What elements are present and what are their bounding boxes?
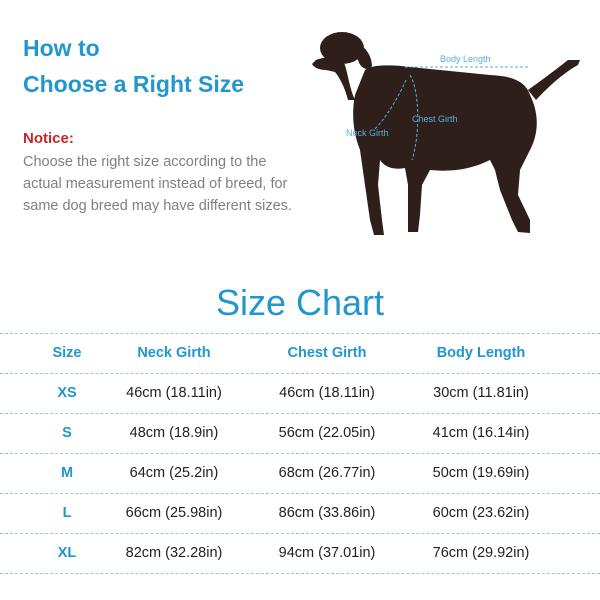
dog-measurement-diagram: [290, 20, 590, 250]
table-row: [0, 493, 600, 533]
header-body-length: Body Length: [436, 345, 526, 361]
table-row: [0, 413, 600, 453]
header-neck-girth: Neck Girth: [137, 345, 211, 361]
size-chart-title: Size Chart: [215, 282, 385, 323]
neck-girth-cell: 46cm (18.11in): [126, 385, 222, 401]
body-length-cell: 50cm (19.69in): [432, 465, 530, 481]
neck-girth-label: Neck Girth: [346, 128, 389, 138]
body-length-cell: 30cm (11.81in): [433, 385, 529, 401]
header-chest-girth: Chest Girth: [287, 345, 367, 361]
body-length-cell: 41cm (16.14in): [432, 425, 530, 441]
chest-girth-cell: 68cm (26.77in): [278, 465, 376, 481]
neck-girth-cell: 82cm (32.28in): [125, 545, 223, 561]
chest-girth-cell: 56cm (22.05in): [278, 425, 376, 441]
title-line-1: How to: [23, 35, 100, 61]
size-cell: XL: [57, 545, 77, 561]
body-length-label: Body Length: [440, 54, 491, 64]
neck-girth-cell: 64cm (25.2in): [129, 465, 219, 481]
notice-text: Choose the right size according to the actual measurement instead of breed, for same dog breed may have different sizes.: [23, 154, 292, 214]
size-cell: S: [62, 425, 72, 441]
size-cell: XS: [57, 385, 77, 401]
chest-girth-cell: 46cm (18.11in): [279, 385, 375, 401]
chest-girth-label: Chest Girth: [412, 114, 458, 124]
header-size: Size: [52, 345, 82, 361]
chest-girth-cell: 86cm (33.86in): [278, 505, 376, 521]
size-cell: L: [62, 505, 72, 521]
page-title: [23, 30, 244, 102]
size-cell: M: [60, 465, 74, 481]
size-table: [0, 333, 600, 574]
notice-label: Notice:: [23, 130, 74, 147]
chest-girth-cell: 94cm (37.01in): [278, 545, 376, 561]
table-row: [0, 533, 600, 574]
table-row: [0, 453, 600, 493]
title-line-2: Choose a Right Size: [23, 71, 245, 97]
table-header-row: [0, 333, 600, 373]
table-row: [0, 373, 600, 413]
neck-girth-cell: 66cm (25.98in): [125, 505, 223, 521]
neck-girth-cell: 48cm (18.9in): [129, 425, 219, 441]
body-length-cell: 76cm (29.92in): [432, 545, 530, 561]
body-length-cell: 60cm (23.62in): [432, 505, 530, 521]
